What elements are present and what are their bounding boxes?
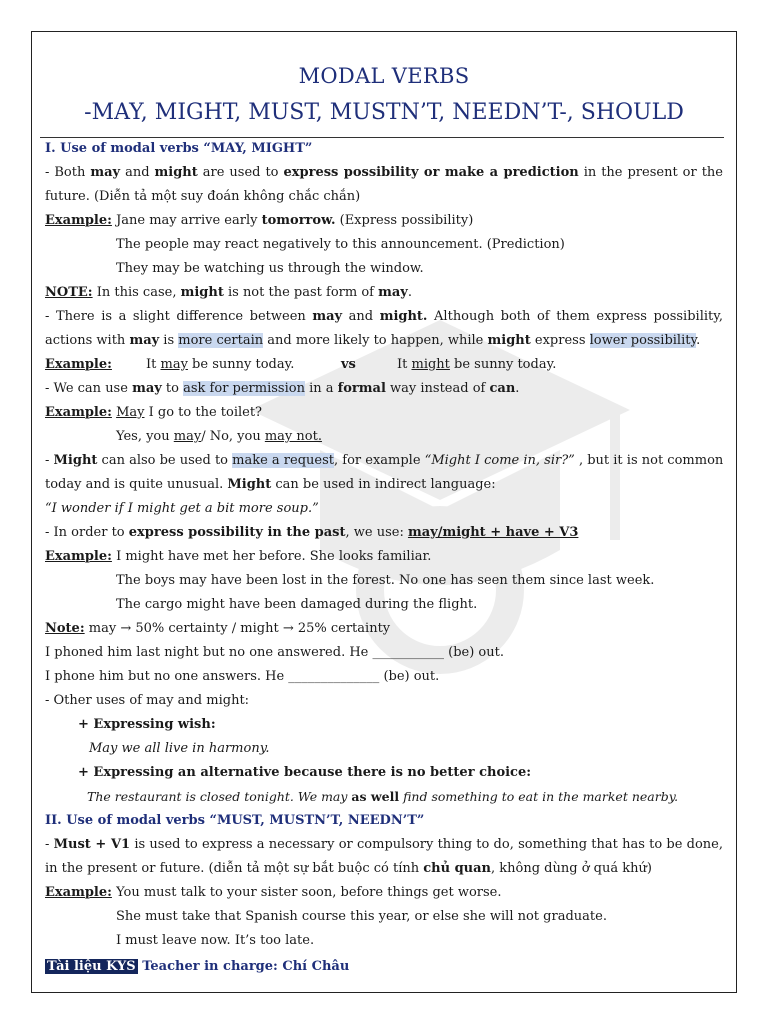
alternative-label: + Expressing an alternative because there is no better choice: (78, 765, 532, 780)
indirect-quote: “I wonder if I might get a bit more soup.” (45, 501, 319, 516)
page-title: MODAL VERBS (298, 64, 470, 88)
paragraph-both-line1: - Both may and might are used to express possibility or make a prediction in the present or the (45, 165, 723, 180)
example-3-line2: Yes, you may/ No, you may not. (116, 429, 322, 444)
example-2-vs: vs (341, 357, 356, 372)
paragraph-must-line2: in the present or future. (diễn tả một sự bắt buộc có tính chủ quan, không dùng ở quá khứ) (45, 861, 652, 876)
example-label-1: Example: Jane may arrive early tomorrow. (Express possibility) (45, 213, 474, 228)
footer-teacher: Teacher in charge: Chí Châu (137, 959, 350, 974)
paragraph-request-line2: today and is quite unusual. Might can be used in indirect language: (45, 477, 496, 492)
footer-tag: Tài liệu KYS (47, 959, 136, 974)
highlight-make-request: make a request (232, 453, 334, 468)
title-divider (40, 137, 724, 138)
wish-label: + Expressing wish: (78, 717, 216, 732)
footer (45, 958, 723, 976)
highlight-more-certain: more certain (178, 333, 264, 348)
example-label-3: Example: May I go to the toilet? (45, 405, 263, 420)
example-label-4: Example: I might have met her before. She looks familiar. (45, 549, 432, 564)
highlight-lower-possibility: lower possibility (589, 333, 697, 348)
paragraph-difference-line1: - There is a slight difference between may and might. Although both of them express possibility, (45, 309, 723, 324)
example-label-2: Example: (45, 357, 112, 372)
paragraph-must-line1: - Must + V1 is used to express a necessary or compulsory thing to do, something that has to be done, (45, 837, 723, 852)
highlight-ask-permission: ask for permission (183, 381, 305, 396)
note-might-past: NOTE: In this case, might is not the past form of may. (45, 285, 412, 300)
example-4-line3: The cargo might have been damaged during the flight. (116, 597, 478, 612)
exercise-line-1: I phoned him last night but no one answered. He ___________ (be) out. (45, 645, 504, 660)
exercise-line-2: I phone him but no one answers. He ______________ (be) out. (45, 669, 440, 684)
paragraph-request-line1: - Might can also be used to make a request, for example “Might I come in, sir?” , but it is not common (45, 453, 724, 468)
alternative-example: The restaurant is closed tonight. We may as well find something to eat in the market nearby. (87, 789, 679, 804)
example-4-line2: The boys may have been lost in the forest. No one has seen them since last week. (116, 573, 655, 588)
paragraph-difference-line2: actions with may is more certain and more likely to happen, while might express lower possibility. (45, 333, 701, 348)
paragraph-both-line2: future. (Diễn tả một suy đoán không chắc chắn) (45, 189, 361, 204)
example-label-5: Example: You must talk to your sister soon, before things get worse. (45, 885, 502, 900)
note-certainty: Note: may → 50% certainty / might → 25% certainty (45, 621, 391, 636)
section-heading-may-might: I. Use of modal verbs “MAY, MIGHT” (45, 141, 313, 156)
example-2-might: It might be sunny today. (397, 357, 557, 372)
example-2-may: It may be sunny today. (146, 357, 295, 372)
section-heading-must: II. Use of modal verbs “MUST, MUSTN’T, NEEDN’T” (45, 813, 425, 828)
paragraph-permission: - We can use may to ask for permission in a formal way instead of can. (45, 381, 520, 396)
example-5-line3: I must leave now. It’s too late. (116, 933, 315, 948)
other-uses: - Other uses of may and might: (45, 693, 250, 708)
example-1-line3: They may be watching us through the window. (116, 261, 424, 276)
example-1-line2: The people may react negatively to this announcement. (Prediction) (116, 237, 565, 252)
example-5-line2: She must take that Spanish course this year, or else she will not graduate. (116, 909, 607, 924)
page-subtitle: -MAY, MIGHT, MUST, MUSTN’T, NEEDN’T-, SHOULD (84, 100, 684, 125)
wish-example: May we all live in harmony. (89, 741, 270, 756)
paragraph-past-possibility: - In order to express possibility in the past, we use: may/might + have + V3 (45, 525, 579, 540)
